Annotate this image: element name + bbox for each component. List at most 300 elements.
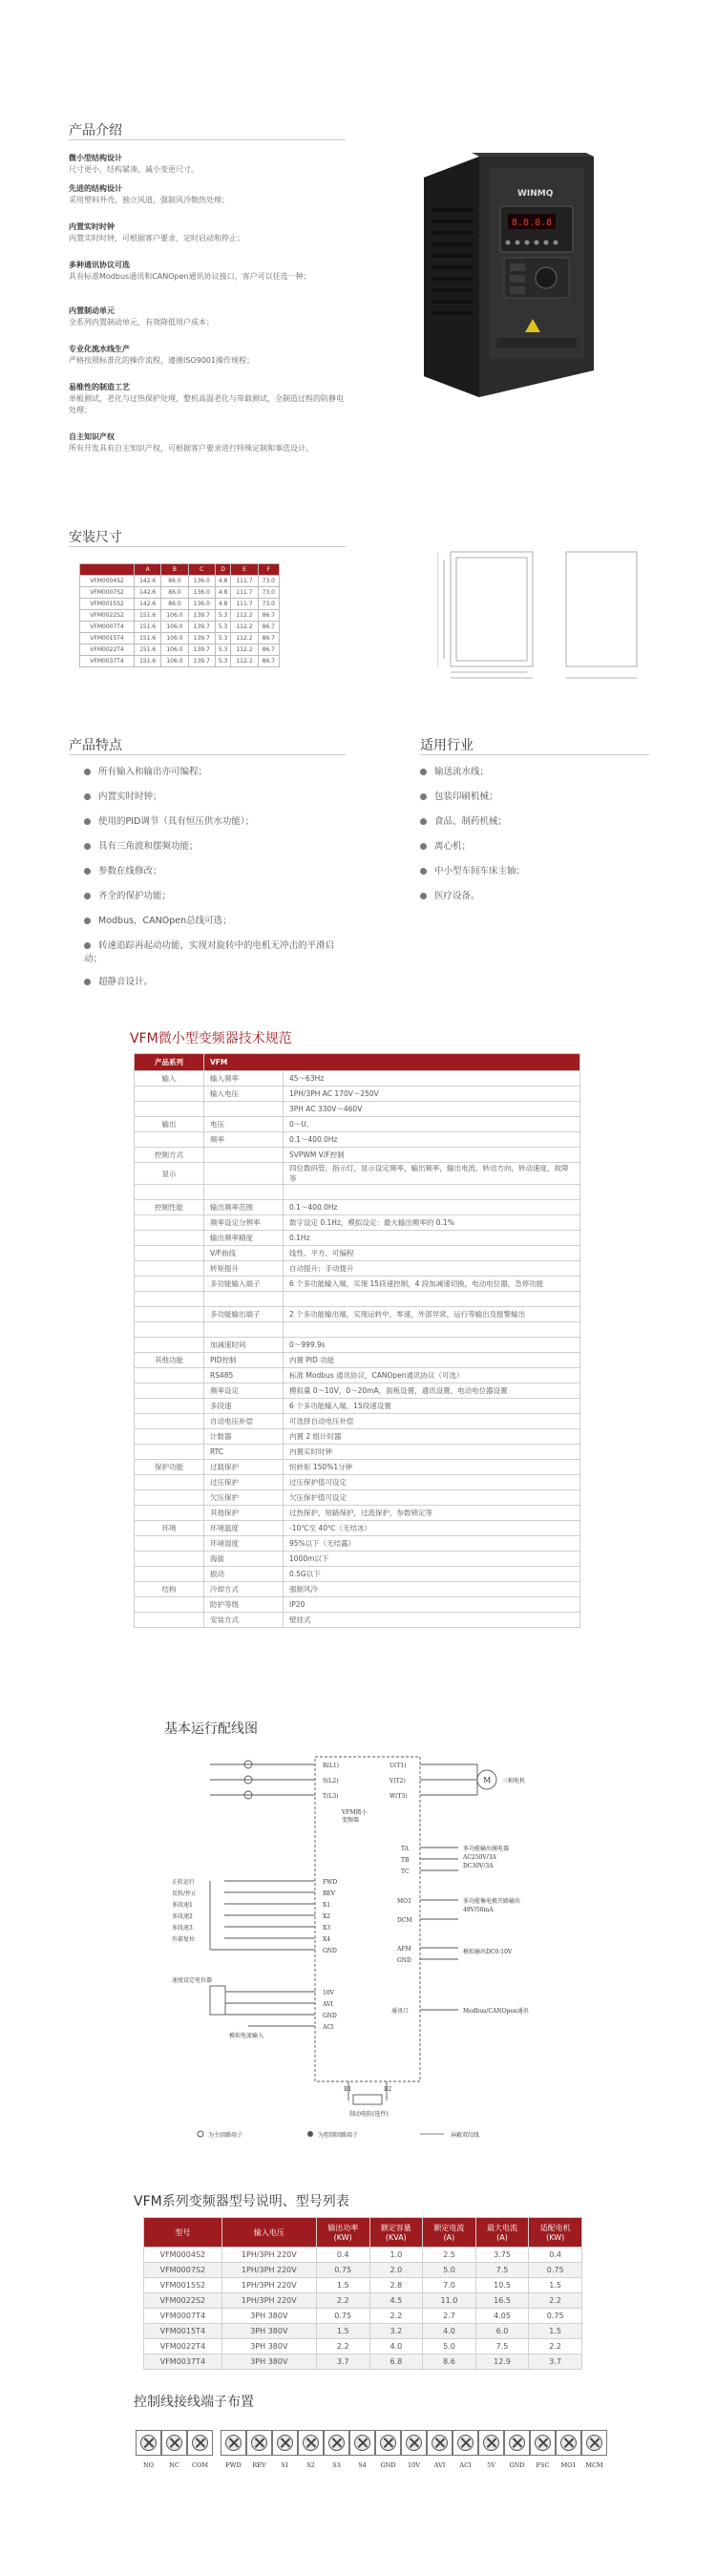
spec-value: -10℃至 40℃（无结冰）: [284, 1521, 580, 1536]
bullet-icon: [84, 918, 91, 924]
spec-value: 95%以下（无结露）: [284, 1536, 580, 1552]
dims-header-cell: A: [135, 564, 161, 576]
spec-row: [135, 1261, 580, 1277]
spec-row: [135, 1307, 580, 1322]
spec-value: 欠压保护值可设定: [284, 1490, 580, 1506]
models-cell: 7.0: [423, 2278, 476, 2293]
industry-item: [420, 863, 649, 876]
spec-group: [135, 1536, 204, 1552]
spec-group: [135, 1414, 204, 1429]
svg-text:R(L1): R(L1): [323, 1763, 340, 1769]
spec-group: [135, 1277, 204, 1292]
models-cell: 4.0: [423, 2324, 476, 2339]
bullet-icon: [420, 843, 427, 850]
spec-key: 转矩提升: [204, 1261, 284, 1277]
models-cell: 3PH 380V: [221, 2324, 316, 2339]
models-header-cell: [316, 2218, 369, 2248]
models-cell: 0.75: [316, 2263, 369, 2278]
svg-text:多段速2: 多段速2: [172, 1913, 193, 1920]
spec-group: 其他功能: [135, 1353, 204, 1368]
models-header-cell: [369, 2218, 423, 2248]
models-cell: 3.75: [475, 2248, 529, 2263]
terminal-label: ACI: [459, 2461, 472, 2469]
intro-item-body: 严格按照标准化的操作流程，遵循ISO9001操作规程；: [69, 356, 255, 365]
spec-key: 频率设定: [204, 1383, 284, 1399]
dims-cell: 112.2: [231, 622, 258, 633]
spec-group: [135, 1552, 204, 1567]
dims-cell: 5.3: [215, 633, 230, 644]
spec-value: [284, 1185, 580, 1200]
svg-text:ACI: ACI: [323, 2024, 334, 2031]
dims-cell: 136.0: [188, 576, 215, 587]
spec-group: [135, 1185, 204, 1200]
screw-icon: [535, 2435, 551, 2451]
model-table: [143, 2217, 582, 2370]
spec-group: [135, 1087, 204, 1102]
spec-key: 自动电压补偿: [204, 1414, 284, 1429]
bullet-icon: [420, 793, 427, 800]
svg-text:8.8.8.8: 8.8.8.8: [512, 218, 553, 228]
spec-group: [135, 1307, 204, 1322]
dims-row: [80, 656, 280, 667]
terminal-screw: [530, 2430, 556, 2456]
terminal-label: S3: [332, 2461, 341, 2469]
models-cell: 11.0: [423, 2293, 476, 2309]
spec-value: 1PH/3PH AC 170V～250V: [284, 1087, 580, 1102]
spec-row: [135, 1597, 580, 1613]
feature-text: Modbus，CANOpen总线可选；: [98, 916, 232, 926]
spec-row: [135, 1087, 580, 1102]
models-header-label: 型号: [175, 2228, 191, 2237]
bullet-icon: [84, 868, 91, 875]
intro-item-heading: 内置实时时钟: [69, 222, 115, 231]
models-header-cell: [529, 2218, 582, 2248]
spec-group: [135, 1475, 204, 1490]
spec-group: [135, 1613, 204, 1628]
spec-row: [135, 1292, 580, 1307]
spec-group: [135, 1567, 204, 1582]
svg-text:B1: B1: [344, 2086, 352, 2093]
dims-cell: 106.0: [161, 622, 188, 633]
feature-item: [84, 813, 351, 827]
spec-row: [135, 1322, 580, 1338]
dims-header-cell: E: [231, 564, 258, 576]
dims-cell: 142.6: [135, 599, 161, 610]
models-header-label: 输入电压: [253, 2228, 284, 2237]
spec-header-cell: 产品系列: [135, 1054, 204, 1071]
models-cell: 1.5: [316, 2324, 369, 2339]
models-cell: VFM0015S2: [144, 2278, 222, 2293]
spec-group: [135, 1490, 204, 1506]
terminal-screw: [349, 2430, 375, 2456]
models-cell: 0.75: [529, 2263, 582, 2278]
models-cell: 7.5: [475, 2263, 529, 2278]
dims-cell: 86.7: [258, 622, 279, 633]
models-cell: 1.5: [529, 2278, 582, 2293]
terminal-screw: [272, 2430, 298, 2456]
dims-cell: 112.2: [231, 656, 258, 667]
spec-key: [204, 1292, 284, 1307]
dims-cell: 5.3: [215, 644, 230, 656]
spec-row: [135, 1102, 580, 1117]
spec-group: [135, 1292, 204, 1307]
svg-text:GND: GND: [397, 1957, 411, 1964]
models-cell: 2.2: [316, 2339, 369, 2354]
terminal-label: GND: [509, 2461, 525, 2469]
dims-cell: 139.7: [188, 610, 215, 622]
spec-value: 内置实时时钟: [284, 1445, 580, 1460]
industry-item: [420, 789, 649, 802]
spec-group: 控制方式: [135, 1148, 204, 1163]
dims-cell: 139.7: [188, 644, 215, 656]
models-cell: 0.75: [529, 2309, 582, 2324]
dims-cell: VFM0007T4: [80, 622, 135, 633]
models-cell: 0.4: [529, 2248, 582, 2263]
svg-text:变频器: 变频器: [342, 1817, 360, 1824]
spec-key: 电压: [204, 1117, 284, 1132]
spec-key: 多功能输出端子: [204, 1307, 284, 1322]
spec-value: [284, 1292, 580, 1307]
models-header-label: 适配电机: [539, 2224, 571, 2232]
spec-group: [135, 1215, 204, 1231]
dims-cell: 5.3: [215, 656, 230, 667]
spec-group: 显示: [135, 1163, 204, 1185]
terminals-title: 控制线接线端子布置: [134, 2395, 254, 2410]
svg-text:GND: GND: [323, 1948, 337, 1954]
spec-group: 输入: [135, 1071, 204, 1087]
screw-icon: [406, 2435, 422, 2451]
terminal-label: AVI: [433, 2461, 446, 2469]
bullet-icon: [420, 893, 427, 899]
dims-row: [80, 644, 280, 656]
svg-text:S(L2): S(L2): [323, 1778, 339, 1784]
terminal-label: FWD: [225, 2461, 242, 2469]
spec-key: 输入频率: [204, 1071, 284, 1087]
intro-item: [69, 344, 346, 367]
svg-text:多功能集电极开路输出: 多功能集电极开路输出: [463, 1898, 521, 1905]
terminal-screw: [504, 2430, 530, 2456]
intro-item-heading: 易维性的制造工艺: [69, 383, 130, 391]
terminal-label: NO: [142, 2461, 155, 2469]
spec-row: [135, 1277, 580, 1292]
terminal-label: S2: [306, 2461, 315, 2469]
intro-item-body: 全系列内置制动单元，有效降低用户成本；: [69, 318, 214, 327]
svg-text:DC30V/3A: DC30V/3A: [463, 1863, 494, 1869]
models-cell: 5.0: [423, 2339, 476, 2354]
terminal-label: COM: [192, 2461, 208, 2469]
industry-text: 离心机；: [434, 841, 472, 852]
screw-icon: [432, 2435, 448, 2451]
svg-text:TC: TC: [401, 1869, 410, 1875]
models-cell: 2.5: [423, 2248, 476, 2263]
dims-cell: 151.6: [135, 622, 161, 633]
models-header-label: 输出功率: [327, 2224, 359, 2232]
terminal-screw: [221, 2430, 246, 2456]
svg-text:速度设定电位器: 速度设定电位器: [172, 1977, 213, 1984]
terminal-label: 5V: [487, 2461, 495, 2469]
dims-cell: 86.7: [258, 656, 279, 667]
spec-key: 过压保护: [204, 1475, 284, 1490]
spec-key: 安装方式: [204, 1613, 284, 1628]
models-cell: 4.05: [475, 2309, 529, 2324]
spec-group: [135, 1322, 204, 1338]
spec-value: 恒转矩 150%1分钟: [284, 1460, 580, 1475]
intro-item: [69, 306, 346, 328]
dims-cell: VFM0015S2: [80, 599, 135, 610]
spec-row: [135, 1215, 580, 1231]
spec-value: 可选择自动电压补偿: [284, 1414, 580, 1429]
spec-value: 2 个多功能输出端，实现运转中，零速，外部异常，运行等输出及报警输出: [284, 1307, 580, 1322]
terminal-label: GND: [380, 2461, 396, 2469]
models-cell: VFM0037T4: [144, 2354, 222, 2370]
screw-icon: [380, 2435, 396, 2451]
spec-key: [204, 1102, 284, 1117]
spec-key: 频率设定分辨率: [204, 1215, 284, 1231]
spec-title: VFM微小型变频器技术规范: [130, 1031, 292, 1046]
spec-value: 0～999.9s: [284, 1338, 580, 1353]
models-cell: 2.7: [423, 2309, 476, 2324]
terminal-screw: [161, 2430, 187, 2456]
screw-icon: [586, 2435, 602, 2451]
models-header-label: 额定电流: [433, 2224, 465, 2232]
svg-text:反转/停止: 反转/停止: [172, 1890, 198, 1897]
spec-group: [135, 1429, 204, 1445]
spec-value: 模拟量 0～10V，0～20mA，面板设置，通讯设置，电动电位器设置: [284, 1383, 580, 1399]
spec-key: 输出频率范围: [204, 1200, 284, 1215]
dims-cell: 86.7: [258, 633, 279, 644]
intro-item-body: 单板测试，老化与过热保护处理，整机高温老化与带载测试，全制造过程的防静电处理；: [69, 394, 344, 414]
feature-item: [84, 938, 351, 964]
spec-value: 强制风冷: [284, 1582, 580, 1597]
screw-icon: [303, 2435, 319, 2451]
screw-icon: [560, 2435, 577, 2451]
spec-row: [135, 1552, 580, 1567]
terminal-screw: [453, 2430, 478, 2456]
industry-item: [420, 813, 649, 827]
dims-cell: VFM0004S2: [80, 576, 135, 587]
models-cell: 4.0: [369, 2339, 423, 2354]
models-cell: 3.2: [369, 2324, 423, 2339]
terminal-label: MCM: [585, 2461, 603, 2469]
svg-text:T(L3): T(L3): [323, 1793, 339, 1800]
spec-row: [135, 1071, 580, 1087]
bullet-icon: [420, 868, 427, 875]
bullet-icon: [420, 818, 427, 825]
models-cell: 1.5: [529, 2324, 582, 2339]
terminal-screw: [136, 2430, 161, 2456]
feature-text: 齐全的保护功能；: [98, 891, 172, 901]
models-cell: VFM0004S2: [144, 2248, 222, 2263]
intro-item: [69, 260, 346, 283]
feature-item: [84, 863, 351, 876]
models-cell: 12.9: [475, 2354, 529, 2370]
models-cell: 1.0: [369, 2248, 423, 2263]
intro-item-body: 内置实时时钟，可根据客户要求，定时启动和停止；: [69, 234, 244, 243]
dims-row: [80, 633, 280, 644]
terminal-screw: [246, 2430, 272, 2456]
terminal-label: S4: [358, 2461, 367, 2469]
models-cell: 2.2: [369, 2309, 423, 2324]
models-cell: VFM0022T4: [144, 2339, 222, 2354]
spec-value: 内置 2 组计时器: [284, 1429, 580, 1445]
models-cell: 3.7: [316, 2354, 369, 2370]
intro-item-heading: 先进的结构设计: [69, 184, 122, 193]
dims-cell: 4.8: [215, 576, 230, 587]
spec-group: [135, 1399, 204, 1414]
models-header-unit: (KVA): [385, 2233, 407, 2242]
spec-key: 其他保护: [204, 1506, 284, 1521]
models-cell: 4.5: [369, 2293, 423, 2309]
spec-key: 输出频率精度: [204, 1231, 284, 1246]
spec-row: [135, 1338, 580, 1353]
spec-value: 0.5G以下: [284, 1567, 580, 1582]
terminal-label: FSC: [536, 2461, 550, 2469]
models-header-unit: (KW): [333, 2233, 352, 2242]
dims-row: [80, 622, 280, 633]
spec-key: 多功能输入端子: [204, 1277, 284, 1292]
features-title: 产品特点: [69, 738, 122, 753]
spec-value: 壁挂式: [284, 1613, 580, 1628]
dims-cell: 111.7: [231, 587, 258, 599]
dims-cell: 86.7: [258, 644, 279, 656]
spec-row: [135, 1399, 580, 1414]
svg-text:AVI: AVI: [323, 2001, 333, 2008]
dims-row: [80, 576, 280, 587]
bullet-icon: [84, 818, 91, 825]
svg-text:U(T1): U(T1): [390, 1763, 407, 1769]
dims-cell: 86.7: [258, 610, 279, 622]
dims-row: [80, 610, 280, 622]
screw-icon: [192, 2435, 208, 2451]
spec-group: 控制性能: [135, 1200, 204, 1215]
spec-row: [135, 1414, 580, 1429]
spec-row: [135, 1445, 580, 1460]
models-cell: 1.5: [316, 2278, 369, 2293]
intro-item: [69, 432, 346, 454]
dims-header-cell: B: [161, 564, 188, 576]
models-cell: 2.2: [529, 2293, 582, 2309]
intro-item-body: 尺寸更小，结构紧凑，减小变更尺寸。: [69, 165, 199, 174]
spec-key: [204, 1322, 284, 1338]
spec-value: 0.1Hz: [284, 1231, 580, 1246]
svg-text:X2: X2: [323, 1913, 331, 1920]
industry-title: 适用行业: [420, 738, 474, 753]
dims-row: [80, 599, 280, 610]
feature-text: 转速追踪再起动功能，实现对旋转中的电机无冲击的平滑启动；: [84, 940, 335, 964]
bullet-icon: [84, 893, 91, 899]
spec-group: [135, 1231, 204, 1246]
intro-item-heading: 多种通讯协议可选: [69, 261, 130, 269]
spec-value: 自动提升；手动提升: [284, 1261, 580, 1277]
feature-text: 具有三角波和摆频功能；: [98, 841, 199, 852]
dims-header-cell: [80, 564, 135, 576]
spec-key: 多段速: [204, 1399, 284, 1414]
spec-group: [135, 1597, 204, 1613]
models-cell: VFM0022S2: [144, 2293, 222, 2309]
spec-group: [135, 1445, 204, 1460]
svg-text:屏蔽双绞线: 屏蔽双绞线: [451, 2132, 480, 2139]
spec-row: [135, 1460, 580, 1475]
spec-key: [204, 1163, 284, 1185]
models-cell: VFM0007T4: [144, 2309, 222, 2324]
terminal-screw: [324, 2430, 349, 2456]
dims-cell: 106.0: [161, 610, 188, 622]
intro-title-rule: [69, 139, 346, 140]
svg-text:FWD: FWD: [323, 1879, 338, 1886]
spec-group: [135, 1261, 204, 1277]
models-cell: 3.7: [529, 2354, 582, 2370]
models-header-unit: (A): [443, 2233, 455, 2242]
intro-item-body: 具有标准Modbus通讯和CANOpen通讯协议接口，客户可以任选一种；: [69, 272, 311, 281]
dims-cell: VFM0037T4: [80, 656, 135, 667]
spec-row: [135, 1163, 580, 1185]
intro-item-heading: 微小型结构设计: [69, 154, 122, 162]
intro-item: [69, 183, 346, 206]
spec-key: 防护等级: [204, 1597, 284, 1613]
dims-cell: 139.7: [188, 622, 215, 633]
svg-text:V(T2): V(T2): [390, 1778, 406, 1784]
dims-cell: 5.3: [215, 610, 230, 622]
industry-text: 食品、制药机械；: [434, 816, 508, 827]
models-cell: 1PH/3PH 220V: [221, 2263, 316, 2278]
dims-cell: 5.3: [215, 622, 230, 633]
models-header-cell: [221, 2218, 316, 2248]
dims-cell: 106.0: [161, 656, 188, 667]
industry-item: [420, 764, 649, 777]
industry-text: 中小型车间车床主轴；: [434, 866, 526, 876]
dims-drawing-side: [558, 542, 649, 686]
spec-header-row: [135, 1054, 580, 1071]
spec-key: 环境湿度: [204, 1536, 284, 1552]
screw-icon: [457, 2435, 474, 2451]
industry-text: 输送流水线；: [434, 767, 490, 777]
industry-item: [420, 838, 649, 852]
svg-text:为主回路端子: 为主回路端子: [208, 2132, 243, 2139]
models-cell: 3PH 380V: [221, 2309, 316, 2324]
models-row: [144, 2248, 582, 2263]
svg-text:TB: TB: [401, 1857, 410, 1864]
spec-value: 数字设定 0.1Hz，模拟设定：最大输出频率的 0.1%: [284, 1215, 580, 1231]
screw-icon: [166, 2435, 182, 2451]
terminal-screw: [581, 2430, 607, 2456]
spec-key: 输入电压: [204, 1087, 284, 1102]
terminal-screw: [401, 2430, 427, 2456]
spec-key: 环境温度: [204, 1521, 284, 1536]
dims-row: [80, 587, 280, 599]
feature-item: [84, 913, 351, 926]
svg-text:AFM: AFM: [397, 1946, 411, 1953]
svg-text:三相电机: 三相电机: [502, 1778, 526, 1784]
spec-row: [135, 1132, 580, 1148]
intro-item-heading: 自主知识产权: [69, 433, 115, 441]
spec-key: [204, 1148, 284, 1163]
spec-value: 过热保护，短路保护，过流保护，参数锁定等: [284, 1506, 580, 1521]
models-header-label: 最大电流: [487, 2224, 518, 2232]
screw-icon: [354, 2435, 370, 2451]
models-cell: 2.0: [369, 2263, 423, 2278]
svg-text:多段速1: 多段速1: [172, 1902, 193, 1909]
models-row: [144, 2309, 582, 2324]
dims-cell: 112.2: [231, 644, 258, 656]
spec-group: 输出: [135, 1117, 204, 1132]
svg-text:制动电阻(选件): 制动电阻(选件): [349, 2111, 389, 2118]
dims-cell: 151.6: [135, 610, 161, 622]
terminal-label: MO1: [560, 2461, 577, 2469]
dims-cell: 106.0: [161, 644, 188, 656]
models-header-unit: (A): [496, 2233, 508, 2242]
screw-icon: [251, 2435, 267, 2451]
models-cell: 2.2: [316, 2293, 369, 2309]
